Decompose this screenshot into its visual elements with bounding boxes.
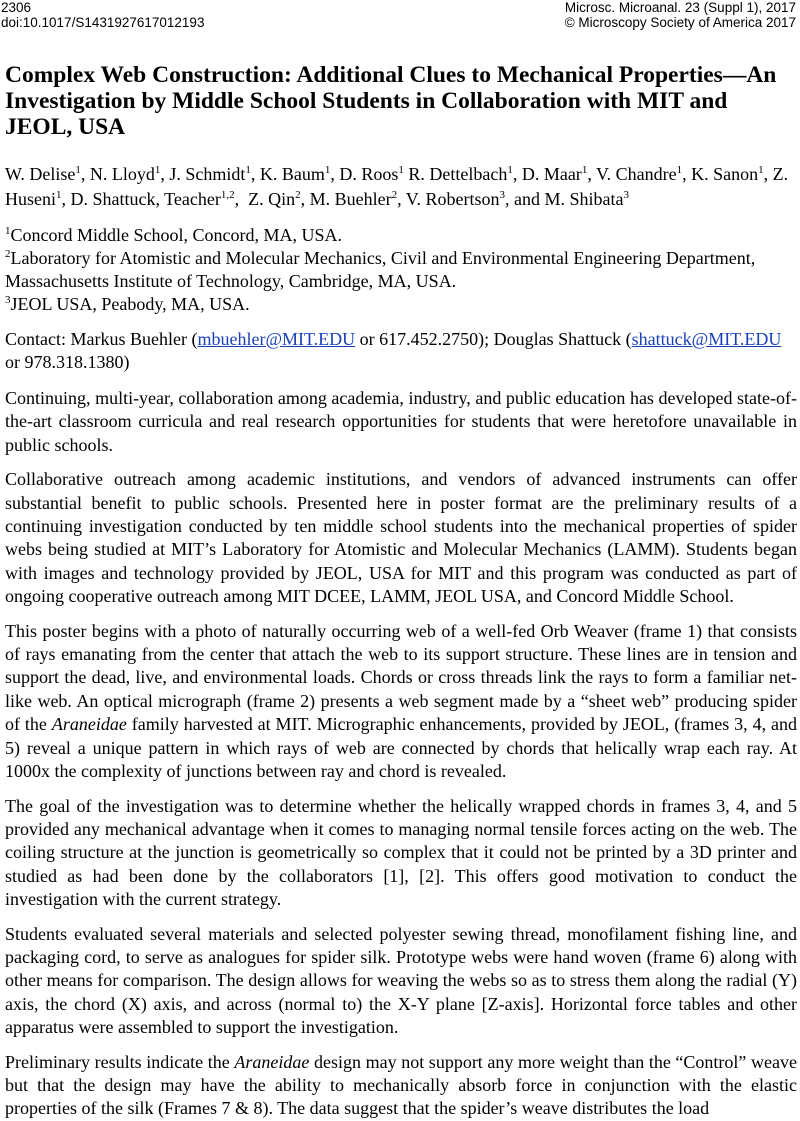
author-list (5, 162, 797, 212)
author: M. Shibata$^3$ (544, 189, 629, 209)
paper-title: Complex Web Construction: Additional Clues to Mechanical Properties—An Investigation by Middle School Students in Collaboration with MIT and JEOL, USA (5, 62, 777, 140)
author: V. Robertson$^3$, and (405, 189, 545, 209)
affiliation-3: $^3$JEOL USA, Peabody, MA, USA. (5, 294, 250, 314)
author: K. Baum$^1$, (259, 164, 340, 184)
author: D. Roos$^1$ (339, 164, 404, 184)
email-link-shattuck[interactable]: shattuck@MIT.EDU (631, 329, 782, 349)
article-body (5, 62, 797, 1121)
author: Z. Huseni$^1$, (5, 164, 789, 209)
author: N. Lloyd$^1$, (89, 164, 170, 184)
paragraph-3: This poster begins with a photo of naturally occurring web of a well-fed Orb Weaver (frame 1) that consists of rays emanating from the center that attach the web to its support structure. These lines are in tension and support the dead, live, and environmental loads. Chords or cross threads link the rays to form a familiar net-like web. An optical micrograph (frame 2) presents a web segment made by a “sheet web” producing spider of the Araneidae family harvested at MIT. Micrographic enhancements, provided by JEOL, (frames 3, 4, and 5) reveal a unique pattern in which rays of web are connected by chords that helically wrap each ray. At 1000x the complexity of junctions between ray and chord is revealed. (5, 620, 798, 782)
email-link-buehler[interactable]: mbuehler@MIT.EDU (197, 329, 356, 349)
author: K. Sanon$^1$, (691, 164, 773, 184)
affiliation-1: $^1$Concord Middle School, Concord, MA, USA. (5, 225, 342, 245)
affiliations (5, 224, 797, 316)
author: Z. Qin$^2$, (248, 189, 310, 209)
author: J. Schmidt$^1$, (169, 164, 260, 184)
author: D. Shattuck, Teacher$^{1,2}$, (70, 189, 249, 209)
author: R. Dettelbach$^1$, (408, 164, 522, 184)
author: W. Delise$^1$, (5, 164, 90, 184)
author: M. Buehler$^2$, (309, 189, 406, 209)
header-right (565, 0, 796, 30)
paragraph-5: Students evaluated several materials and selected polyester sewing thread, monofilament fishing line, and packaging cord, to serve as analogues for spider silk. Prototype webs were hand woven (frame 6) along with other means for comparison. The design allows for weaving the webs so as to stress them along the radial (Y) axis, the chord (X) axis, and across (normal to) the X-Y plane [Z-axis]. Horizontal force tables and other apparatus were assembled to support the investigation. (5, 923, 797, 1038)
header-left (1, 0, 204, 30)
paragraph-4: The goal of the investigation was to determine whether the helically wrapped chords in frames 3, 4, and 5 provided any mechanical advantage when it comes to managing normal tensile forces acting on the web. The coiling structure at the junction is geometrically so complex that it could not be printed by a 3D printer and studied as had been done by the collaborators [1], [2]. This offers good motivation to conduct the investigation with the current strategy. (5, 795, 797, 910)
affiliation-2: $^2$Laboratory for Atomistic and Molecular Mechanics, Civil and Environmental Engineering Department, Massachusetts Institute of Technology, Cambridge, MA, USA. (5, 248, 756, 291)
page-number: 2306 (1, 0, 32, 15)
author: D. Maar$^1$, (521, 164, 596, 184)
paragraph-1: Continuing, multi-year, collaboration among academia, industry, and public education has developed state-of-the-art classroom curricula and real research opportunities for students that were heretofore unavailable in public schools. (5, 388, 797, 455)
paragraph-2: Collaborative outreach among academic institutions, and vendors of advanced instruments can offer substantial benefit to public schools. Presented here in poster format are the preliminary results of a continuing investigation conducted by ten middle school students into the mechanical properties of spider webs being studied at MIT’s Laboratory for Atomistic and Molecular Mechanics (LAMM). Students began with images and technology provided by JEOL, USA for MIT and this program was conducted as part of ongoing cooperative outreach among MIT DCEE, LAMM, JEOL USA, and Concord Middle School. (5, 469, 797, 607)
author: V. Chandre$^1$, (596, 164, 692, 184)
doi: doi:10.1017/S1431927617012193 (1, 15, 205, 30)
paragraph-6: Preliminary results indicate the Araneidae design may not support any more weight than the “Control” weave but that the design may have the ability to mechanically absorb force in conjunction with the elastic properties of the silk (Frames 7 & 8). The data suggest that the spider’s weave distributes the load (5, 1051, 797, 1119)
contact-line: Contact: Markus Buehler (mbuehler@MIT.EDU or 617.452.2750); Douglas Shattuck (shattuck@MIT.EDU or 978.318.1380) (5, 329, 782, 372)
journal-citation: Microsc. Microanal. 23 (Suppl 1), 2017 (564, 0, 796, 15)
copyright: © Microscopy Society of America 2017 (564, 15, 796, 30)
